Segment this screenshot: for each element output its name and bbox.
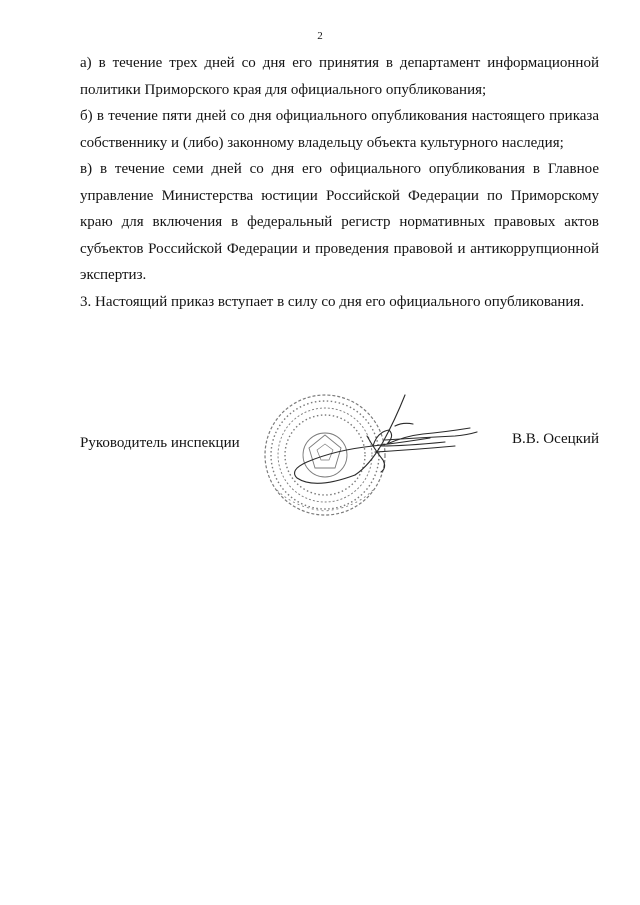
paragraph-v: в) в течение семи дней со дня его официального опубликования в Главное управление Министерства юстиции Российской Федерации по Приморскому краю для включения в федеральный регистр нормативных правовых актов субъектов Российской Федерации и проведения правовой и антикоррупционной экспертиз. [80,161,599,283]
paragraph-3: 3. Настоящий приказ вступает в силу со дня его официального опубликования. [80,293,585,310]
signature-block [0,380,640,540]
document-body [80,50,599,315]
page-number: 2 [317,30,323,42]
paragraph-a: а) в течение трех дней со дня его принятия в департамент информационной политики Приморского края для официального опубликования; [80,55,599,98]
position-title: Руководитель инспекции [80,435,240,451]
signer-name: В.В. Осецкий [512,431,599,447]
paragraph-b: б) в течение пяти дней со дня официального опубликования настоящего приказа собственнику и (либо) законному владельцу объекта культурного наследия; [80,108,599,151]
official-stamp-with-signature [255,380,495,530]
